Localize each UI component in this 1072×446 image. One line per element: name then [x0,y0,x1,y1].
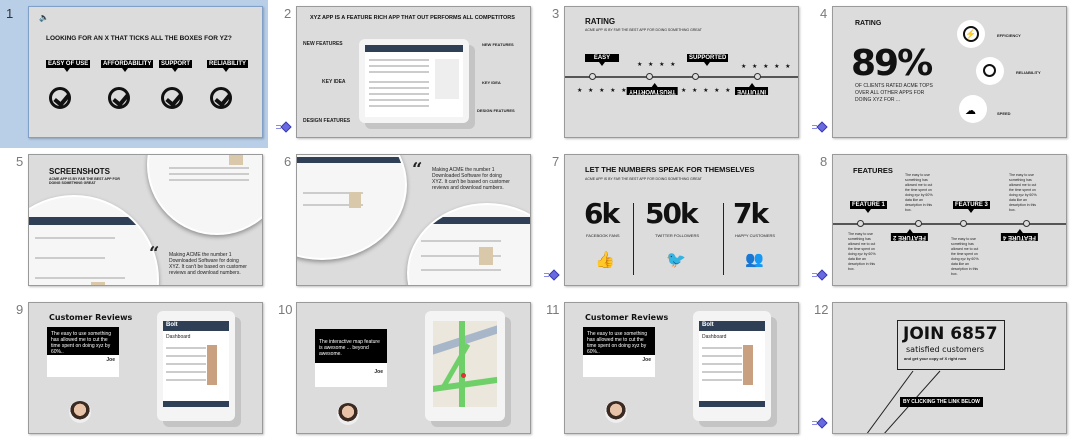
timeline-node [857,220,864,227]
slide-canvas[interactable] [28,302,263,434]
tag-trustworthy: TRUSTWORTHY [629,88,676,94]
review-text: The easy to use something has allowed me to cut the time spent on doing xyz by 60%.. [47,327,119,355]
slide-title: SCREENSHOTS [49,167,110,176]
slide-number: 1 [6,6,14,21]
slide-canvas[interactable] [832,302,1067,434]
app-heading: Dashboard [166,334,191,340]
reviewer-avatar [69,401,91,423]
cloud-gear-icon: ☁ [959,95,987,123]
tag-feature-4: FEATURE 4 [1003,234,1036,240]
timeline-node [589,73,596,80]
stat-label-facebook: FACEBOOK FANS [586,233,620,238]
slide-title: RATING [585,17,616,26]
slide-title: FEATURES [853,166,893,175]
tag-affordability: AFFORDABILITY [103,61,152,67]
twitter-bird-icon: 🐦 [666,252,686,269]
slide-number: 3 [552,6,560,21]
review-bubble [47,327,119,377]
slide-canvas[interactable] [832,6,1067,138]
slide-thumbnail-5[interactable] [0,148,268,296]
transition-icon[interactable] [276,122,290,132]
slide-subtitle: ACME APP IS BY FAR THE BEST APP FOR DOING SOMETHING GREAT [585,177,702,181]
slide-title: Customer Reviews [585,313,669,322]
slide-thumbnail-8[interactable] [804,148,1072,296]
label-key-idea-right: KEY IDEA [482,80,501,85]
slide-thumbnail-12[interactable] [804,296,1072,444]
transition-icon[interactable] [544,270,558,280]
star-rating: ★ ★ ★ ★ ★ [741,64,793,70]
tag-feature-1: FEATURE 1 [852,202,885,208]
big-percentage: 89% [851,43,932,84]
tablet-mockup [693,311,771,421]
slide-thumbnail-9[interactable] [0,296,268,444]
slide-title: RATING [855,20,882,27]
tablet-mockup [359,39,469,123]
check-circle-icon [49,87,71,109]
timeline [565,76,798,78]
tablet-mockup [157,311,235,421]
slide-subtitle: ACME APP IS BY FAR THE BEST APP FOR DOING SOMETHING GREAT [585,28,702,32]
slide-title: LOOKING FOR AN X THAT TICKS ALL THE BOXES FOR YZ? [46,35,232,42]
slide-thumbnail-4[interactable] [804,0,1072,148]
timeline-node [646,73,653,80]
slide-thumbnail-1[interactable] [0,0,268,148]
review-bubble [583,327,655,377]
map-screen [433,321,497,407]
slide-title: LET THE NUMBERS SPEAK FOR THEMSELVES [585,165,755,174]
label-new-features-right: NEW FEATURES [482,42,514,47]
transition-icon[interactable] [812,122,826,132]
timeline-node [1023,220,1030,227]
stat-value-facebook: 6k [584,197,619,230]
slide-title: XYZ APP IS A FEATURE RICH APP THAT OUT PERFORMS ALL COMPETITORS [310,15,515,21]
tag-reliability: RELIABILITY [209,61,246,67]
stat-value-twitter: 50k [645,197,697,230]
label-reliability: RELIABILITY [1016,70,1041,75]
slide-canvas[interactable] [28,154,263,286]
slide-thumbnail-2[interactable] [268,0,536,148]
star-rating: ★ ★ ★ ★ [637,62,678,68]
label-efficiency: EFFICIENCY [997,33,1021,38]
tablet-mockup [425,311,505,421]
timeline-node [754,73,761,80]
check-circle-icon [161,87,183,109]
divider [633,203,634,275]
slide-number: 5 [16,154,24,169]
divider [723,203,724,275]
join-headline: JOIN 6857 [903,324,998,344]
label-key-idea: KEY IDEA [322,79,346,85]
label-new-features: NEW FEATURES [303,41,343,47]
slide-title: Customer Reviews [49,313,133,322]
label-speed: SPEED [997,111,1011,116]
users-icon: 👥 [745,251,764,268]
screenshot-magnifier [407,203,531,286]
app-name: Bolt [702,322,714,328]
slide-canvas[interactable] [296,154,531,286]
slide-thumbnail-7[interactable] [536,148,804,296]
review-author: Joe [106,357,115,363]
review-text: The interactive map feature is awesome ... beyond awesome. [315,329,387,363]
join-subline: satisfied customers [906,345,985,354]
tag-feature-2: FEATURE 2 [893,234,926,240]
slide-canvas[interactable] [296,6,531,138]
slide-number: 12 [814,302,829,317]
slide-number: 6 [284,154,292,169]
slide-thumbnail-11[interactable] [536,296,804,444]
screenshot-magnifier [296,154,407,260]
app-heading: Dashboard [702,334,727,340]
speaker-icon: 🔈 [39,13,49,22]
label-design-features-right: DESIGN FEATURES [477,108,515,113]
tag-feature-3: FEATURE 3 [955,202,988,208]
app-name: Bolt [166,322,178,328]
slide-number: 8 [820,154,828,169]
feature-description: The easy to use something has allowed me to cut the time spent on doing xyz by 60%. data like an description in this box. [848,232,877,271]
timeline-node [960,220,967,227]
timeline-node [692,73,699,80]
slide-canvas[interactable] [832,154,1067,286]
callout-box [897,320,1005,370]
quote-text: Making ACME the number 1 Downloaded Software for doing XYZ. It can't be based on customer reviews and download numbers. [169,252,247,276]
quote-icon: “ [412,159,423,180]
slide-number: 11 [546,302,560,317]
slide-canvas[interactable] [564,6,799,138]
screenshot-magnifier [147,154,263,235]
slide-subtitle: ACME APP IS BY FAR THE BEST APP FOR DOING SOMETHING GREAT [49,177,120,185]
slide-number: 9 [16,302,24,317]
reviewer-avatar [337,403,359,425]
slide-thumbnail-10[interactable] [268,296,536,444]
review-author: Joe [642,357,651,363]
stat-caption: OF CLIENTS RATED ACME TOPS OVER ALL OTHER APPS FOR DOING XYZ FOR ... [855,83,933,103]
slide-canvas[interactable] [28,6,263,138]
slide-thumbnail-3[interactable] [536,0,804,148]
review-author: Joe [374,369,383,375]
slide-number: 4 [820,6,828,21]
slide-number: 2 [284,6,292,21]
cta-button[interactable]: BY CLICKING THE LINK BELOW [900,397,983,407]
timeline [833,223,1066,225]
slide-canvas[interactable] [564,154,799,286]
reviewer-avatar [605,401,627,423]
join-tagline: and get your copy of X right now [904,356,967,361]
quote-text: Making ACME the number 1 Downloaded Software for doing XYZ. It can't be based on customer reviews and download numbers. [432,167,510,191]
stat-label-customers: HAPPY CUSTOMERS [735,233,776,238]
slide-canvas[interactable] [296,302,531,434]
tag-easy: EASY [585,54,619,62]
tag-supported: SUPPORTED [689,55,727,61]
tag-support: SUPPORT [161,61,191,67]
star-rating: ★ ★ ★ ★ ★ [681,88,733,94]
thumbs-up-icon: 👍 [595,252,615,269]
slide-thumbnail-6[interactable] [268,148,536,296]
screenshot-magnifier [28,195,159,286]
timeline-node [915,220,922,227]
label-design-features: DESIGN FEATURES [303,118,351,124]
transition-icon[interactable] [812,270,826,280]
feature-description: The easy to use something has allowed me to cut the time spent on doing xyz by 60%. data like an description in this box. [951,237,980,276]
transition-icon[interactable] [812,418,826,428]
slide-canvas[interactable] [564,302,799,434]
efficiency-icon: ⚡ [957,20,985,48]
tag-intuitive: INTUITIVE [737,88,767,94]
slide-number: 10 [278,302,293,317]
stat-value-customers: 7k [733,197,768,230]
star-rating: ★ ★ ★ ★ ★ [577,88,629,94]
review-bubble [315,329,387,387]
tag-ease: EASY OF USE [48,61,89,67]
feature-description: The easy to use something has allowed me to cut the time spent on doing xyz by 60%. data like an description in this box. [905,173,934,212]
reliability-icon [976,57,1004,85]
stat-label-twitter: TWITTER FOLLOWERS [655,233,699,238]
quote-icon: “ [149,243,160,264]
slide-number: 7 [552,154,560,169]
feature-description: The easy to use something has allowed me to cut the time spent on doing xyz by 60%. data like an description in this box. [1009,173,1038,212]
review-text: The easy to use something has allowed me to cut the time spent on doing xyz by 60%.. [583,327,655,355]
check-circle-icon [210,87,232,109]
check-circle-icon [108,87,130,109]
